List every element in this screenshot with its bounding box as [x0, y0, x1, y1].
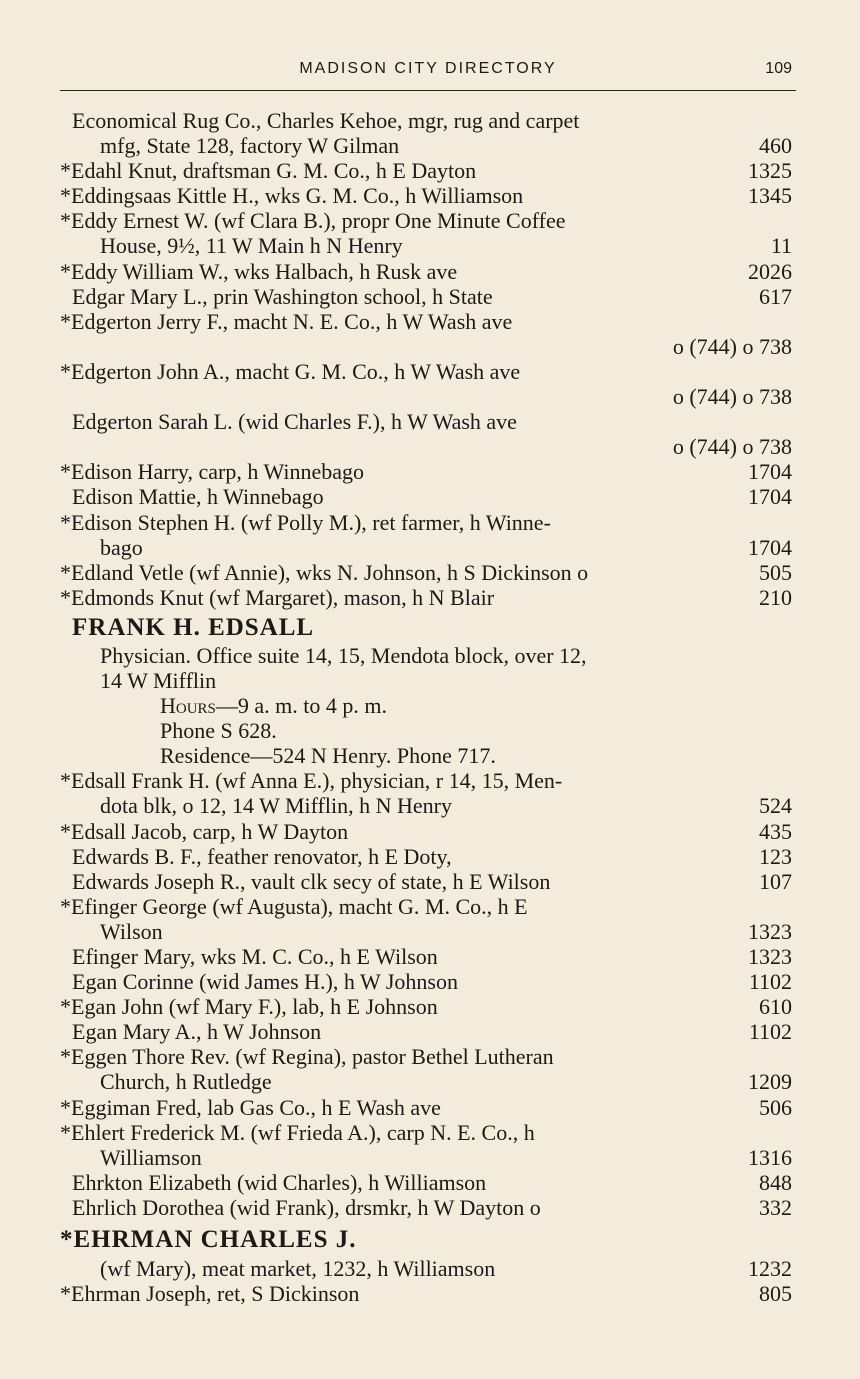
- entry-line: House, 9½, 11 W Main h N Henry 11: [100, 233, 792, 259]
- entry-line: *Ehlert Frederick M. (wf Frieda A.), carp N. E. Co., h: [60, 1119, 535, 1145]
- entry-line: Williamson 1316: [100, 1144, 792, 1170]
- entry-line: *Egan John (wf Mary F.), lab, h E Johnson 610: [60, 994, 792, 1020]
- entry-line: *Edsall Jacob, carp, h W Dayton 435: [60, 818, 792, 844]
- ad-ehrman-name: *EHRMAN CHARLES J.: [60, 1226, 357, 1254]
- running-head: MADISON CITY DIRECTORY: [299, 60, 557, 77]
- entry-line: Church, h Rutledge 1209: [100, 1069, 792, 1095]
- ad-edsall-hours: [0, 693, 860, 718]
- entry-line: *Eddy William W., wks Halbach, h Rusk ave 2026: [60, 258, 792, 284]
- entry-line: *Edgerton John A., macht G. M. Co., h W Wash ave: [60, 358, 521, 384]
- entry-line: o (744) o 738: [672, 434, 792, 460]
- entry-line: *Edmonds Knut (wf Margaret), mason, h N Blair 210: [60, 584, 792, 610]
- entry-line: Edgerton Sarah L. (wid Charles F.), h W Wash ave: [72, 409, 517, 435]
- entry-line: *Edison Harry, carp, h Winnebago 1704: [60, 459, 792, 485]
- entry-line: *Edland Vetle (wf Annie), wks N. Johnson, h S Dickinson o 505: [60, 559, 792, 585]
- ad-edsall-residence: Residence—524 N Henry. Phone 717.: [160, 743, 496, 769]
- header-rule: [60, 90, 796, 91]
- entry-line: *Efinger George (wf Augusta), macht G. M. Co., h E: [60, 893, 528, 919]
- ad-ehrman-line: (wf Mary), meat market, 1232, h Williamson 1232: [100, 1256, 792, 1282]
- directory-body: [0, 108, 860, 1306]
- ad-edsall-line: Physician. Office suite 14, 15, Mendota block, over 12,: [100, 642, 587, 668]
- entry-line: Edgar Mary L., prin Washington school, h State 617: [72, 283, 792, 309]
- entry-line: Economical Rug Co., Charles Kehoe, mgr, rug and carpet: [72, 108, 580, 133]
- entry-line: Ehrkton Elizabeth (wid Charles), h Williamson 848: [72, 1169, 792, 1195]
- ad-edsall-name: FRANK H. EDSALL: [72, 613, 315, 641]
- entry-line: Ehrlich Dorothea (wid Frank), drsmkr, h W Dayton o 332: [72, 1194, 792, 1220]
- hours-text: —9 a. m. to 4 p. m.: [215, 693, 388, 719]
- ad-edsall-line: 14 W Mifflin: [100, 667, 217, 693]
- ad-edsall-phone: Phone S 628.: [160, 718, 277, 744]
- entry-line: *Eggen Thore Rev. (wf Regina), pastor Bethel Lutheran: [60, 1044, 554, 1070]
- entry-line: *Edgerton Jerry F., macht N. E. Co., h W Wash ave: [60, 308, 513, 334]
- entry-line: Edwards Joseph R., vault clk secy of state, h E Wilson 107: [72, 868, 792, 894]
- entry-line: Edison Mattie, h Winnebago 1704: [72, 484, 792, 510]
- entry-line: *Eddy Ernest W. (wf Clara B.), propr One Minute Coffee: [60, 208, 566, 234]
- entry-line: Wilson 1323: [100, 918, 792, 944]
- entry-line: *Eggiman Fred, lab Gas Co., h E Wash ave 506: [60, 1094, 792, 1120]
- entry-line: *Ehrman Joseph, ret, S Dickinson 805: [60, 1281, 792, 1307]
- entry-line: *Edison Stephen H. (wf Polly M.), ret farmer, h Winne-: [60, 509, 551, 535]
- entry-line: *Edsall Frank H. (wf Anna E.), physician, r 14, 15, Men-: [60, 768, 563, 794]
- entry-line: *Eddingsaas Kittle H., wks G. M. Co., h Williamson 1345: [60, 183, 792, 209]
- entry-line: o (744) o 738: [672, 384, 792, 410]
- entry-line: Edwards B. F., feather renovator, h E Doty, 123: [72, 843, 792, 869]
- entry-line: *Edahl Knut, draftsman G. M. Co., h E Dayton 1325: [60, 158, 792, 184]
- entry-line: o (744) o 738: [672, 333, 792, 359]
- page-number: 109: [765, 60, 792, 77]
- page-header: [60, 58, 796, 84]
- entry-line: dota blk, o 12, 14 W Mifflin, h N Henry 524: [100, 793, 792, 819]
- entry-line: Efinger Mary, wks M. C. Co., h E Wilson 1323: [72, 944, 792, 969]
- hours-label: Hours: [160, 693, 216, 719]
- entry-line: Egan Mary A., h W Johnson 1102: [72, 1019, 792, 1045]
- entry-line: bago 1704: [100, 534, 792, 560]
- entry-line: Egan Corinne (wid James H.), h W Johnson 1102: [72, 969, 792, 995]
- entry-line: mfg, State 128, factory W Gilman 460: [100, 133, 792, 159]
